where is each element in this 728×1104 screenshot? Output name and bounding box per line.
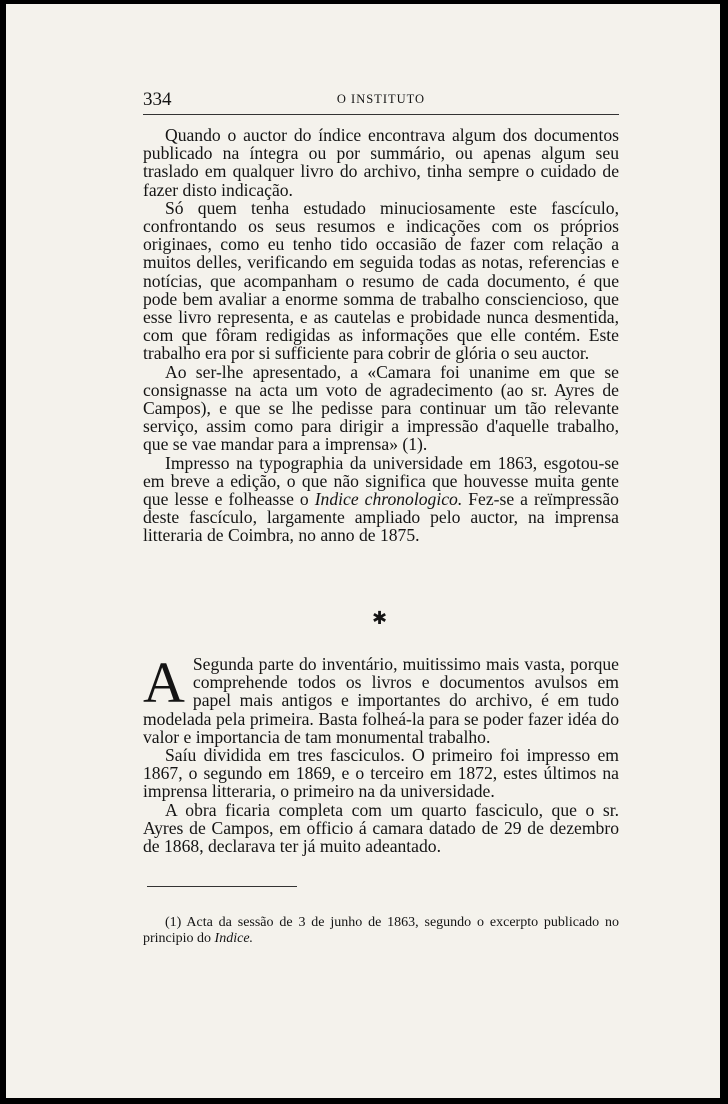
- page-number: 334: [143, 89, 172, 110]
- book-title: Indice chronologico.: [314, 489, 463, 510]
- drop-cap: A: [143, 650, 185, 715]
- footnote-text: (1) Acta da sessão de 3 de junho de 1863, segundo o excerpto publicado no principio do: [143, 915, 619, 946]
- running-title: O INSTITUTO: [336, 92, 426, 106]
- paragraph: A obra ficaria completa com um quarto fasciculo, que o sr. Ayres de Campos, em officio á camara datado de 29 de dezembro de 1868, declarava ter já muito adeantado.: [143, 799, 619, 857]
- page-header: [143, 89, 619, 111]
- header-rule: [143, 114, 619, 115]
- paragraph: Só quem tenha estudado minuciosamente este fascículo, confrontando os seus resumos e indicações com os próprios originaes, como eu tenho tido occasião de fazer com relação a muitos delles, verificando em seguida todas as notas, referencias e notícias, que acompanham o resumo de cada documento, é que pode bem avaliar a enorme somma de trabalho consciencioso, que esse livro representa, e as cautelas e probidade nunca desmentida, com que fôram redigidas as informações que elle contém. Este trabalho era por si sufficiente para cobrir de glória o seu auctor.: [143, 197, 619, 364]
- section-two: [143, 650, 619, 857]
- paragraph: Quando o auctor do índice encontrava algum dos documentos publicado na íntegra ou por summário, ou apenas algum seu traslado em qualquer livro do archivo, tinha sempre o cuidado de fazer disto indicação.: [143, 125, 619, 200]
- paragraph-text: Impresso na typographia da universidade em 1863, esgotou-se em breve a edição, o que não significa que houvesse muita gente que lesse e folheasse o: [143, 452, 619, 510]
- section-one: [143, 126, 619, 545]
- footnote-title: Indice.: [214, 931, 254, 946]
- paragraph-text: Segunda parte do inventário, muitissimo mais vasta, porque comprehende todos os livros e documentos avulsos em papel mais antigos e importantes do archivo, é em tudo modelada pela primeira. Basta folheá-la para se poder fazer idéa do valor e importancia de tam monumental trabalho.: [143, 654, 619, 747]
- footnote: [143, 915, 619, 947]
- paragraph: Saíu dividida em tres fasciculos. O primeiro foi impresso em 1867, o segundo em 1869, e o terceiro em 1872, estes últimos na imprensa litteraria, o primeiro na da universidade.: [143, 745, 619, 802]
- paragraph: Ao ser-lhe apresentado, a «Camara foi unanime em que se consignasse na acta um voto de agradecimento (ao sr. Ayres de Campos), e que se lhe pedisse para continuar um tão relevante serviço, assim como para dirigir a impressão d'aquelle trabalho, que se vae mandar para a imprensa» (1).: [143, 361, 619, 455]
- footnote-rule: [147, 886, 297, 887]
- section-ornament: ✱: [372, 608, 388, 629]
- paragraph: [143, 454, 619, 545]
- paragraph: [143, 650, 619, 747]
- paragraph-text: Fez-se a reïmpressão deste fascículo, largamente ampliado pelo auctor, na imprensa litteraria de Coimbra, no anno de 1875.: [143, 489, 619, 546]
